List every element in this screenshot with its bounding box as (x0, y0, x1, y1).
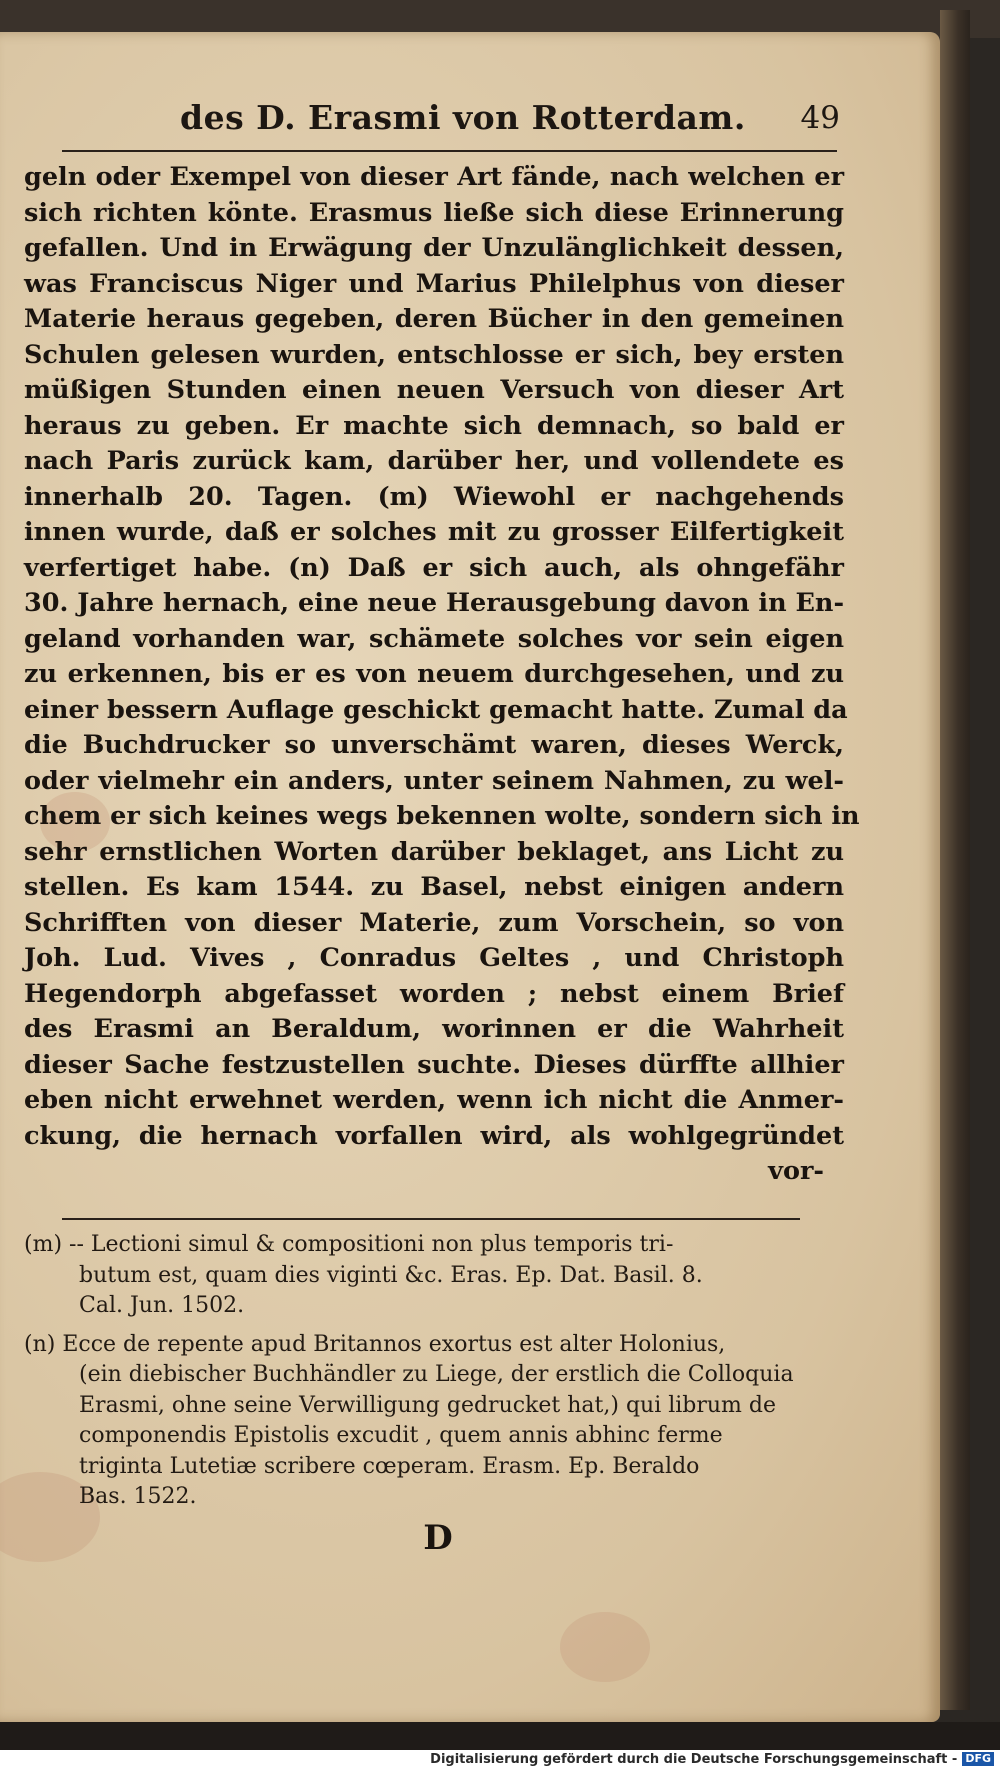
text-line: 30. Jahre hernach, eine neue Herausgebung davon in En- (24, 588, 845, 618)
footnotes-block (24, 1230, 824, 1513)
running-head: des D. Erasmi von Rotterdam. (180, 98, 746, 137)
credit-text: Digitalisierung gefördert durch die Deutsche Forschungsgemeinschaft - (430, 1752, 958, 1767)
text-line: oder vielmehr ein anders, unter seinem Nahmen, zu wel- (24, 765, 844, 796)
text-line: sehr ernstlichen Worten darüber beklaget, ans Licht zu (24, 836, 844, 867)
footnote-line: componendis Epistolis excudit , quem annis abhinc ferme (79, 1423, 723, 1448)
text-line: die Buchdrucker so unverschämt waren, dieses Werck, (24, 730, 844, 760)
text-line: des Erasmi an Beraldum, worinnen er die Wahrheit (24, 1014, 844, 1044)
text-line: Schrifften von dieser Materie, zum Vorschein, so von (24, 907, 844, 938)
text-line: zu erkennen, bis er es von neuem durchgesehen, und zu (24, 659, 844, 689)
text-line: Joh. Lud. Vives , Conradus Geltes , und Christoph (24, 943, 844, 973)
footnote-line: triginta Lutetiæ scribere cœperam. Erasm. Ep. Beraldo (79, 1453, 700, 1479)
text-line: einer bessern Auflage geschickt gemacht hatte. Zumal da (24, 694, 848, 725)
text-line: innen wurde, daß er solches mit zu grosser Eilfertigkeit (24, 517, 844, 547)
text-line: sich richten könte. Erasmus ließe sich diese Erinnerung (24, 197, 844, 228)
text-line: ckung, die hernach vorfallen wird, als wohlgegründet (24, 1120, 844, 1151)
text-line: nach Paris zurück kam, darüber her, und vollendete es (24, 446, 844, 476)
footnote-line: (ein diebischer Buchhändler zu Liege, der erstlich die Colloquia (79, 1362, 794, 1387)
footnote-line: butum est, quam dies viginti &c. Eras. Ep. Dat. Basil. 8. (79, 1262, 703, 1288)
page-number: 49 (800, 100, 840, 136)
footnote-rule (62, 1218, 800, 1220)
footnote-line: Bas. 1522. (79, 1484, 197, 1509)
text-line: gefallen. Und in Erwägung der Unzulänglichkeit dessen, (24, 233, 844, 263)
text-line: geland vorhanden war, schämete solches vor sein eigen (24, 623, 844, 654)
page-header (180, 98, 840, 148)
dfg-logo: DFG (962, 1752, 994, 1766)
book-page-edges (940, 10, 970, 1710)
text-line: heraus zu geben. Er machte sich demnach, so bald er (24, 410, 844, 441)
text-line: was Franciscus Niger und Marius Philelphus von dieser (24, 268, 844, 299)
footnote-n (24, 1330, 824, 1513)
paper-stain (560, 1612, 650, 1682)
text-line: Schulen gelesen wurden, entschlosse er sich, bey ersten (24, 339, 844, 370)
main-text-block (24, 160, 860, 1190)
header-rule (62, 150, 837, 152)
catchword: vor- (768, 1156, 824, 1186)
text-line: verfertiget habe. (n) Daß er sich auch, als ohngefähr (24, 552, 844, 583)
text-line: Hegendorph abgefasset worden ; nebst einem Brief (24, 978, 844, 1009)
footnote-m (24, 1230, 824, 1322)
footnote-line: (n) Ecce de repente apud Britannos exortus est alter Holonius, (24, 1331, 726, 1357)
scan-background-bottom (0, 1722, 1000, 1750)
text-line: dieser Sache festzustellen suchte. Dieses dürffte allhier (24, 1049, 844, 1080)
text-line: Materie heraus gegeben, deren Bücher in den gemeinen (24, 304, 844, 334)
text-line: innerhalb 20. Tagen. (m) Wiewohl er nachgehends (24, 481, 844, 512)
signature-mark: D (423, 1518, 453, 1558)
footnote-line: Erasmi, ohne seine Verwilligung gedrucket hat,) qui librum de (79, 1392, 777, 1418)
text-line: chem er sich keines wegs bekennen wolte, sondern sich in (24, 801, 860, 831)
footnote-line: (m) -- Lectioni simul & compositioni non plus temporis tri- (24, 1232, 674, 1257)
footnote-line: Cal. Jun. 1502. (79, 1293, 245, 1318)
digitization-credit-bar (0, 1750, 1000, 1769)
text-line: müßigen Stunden einen neuen Versuch von dieser Art (24, 375, 844, 405)
text-line: eben nicht erwehnet werden, wenn ich nicht die Anmer- (24, 1085, 844, 1115)
text-line: stellen. Es kam 1544. zu Basel, nebst einigen andern (24, 872, 844, 902)
text-line: geln oder Exempel von dieser Art fände, nach welchen er (24, 162, 844, 192)
